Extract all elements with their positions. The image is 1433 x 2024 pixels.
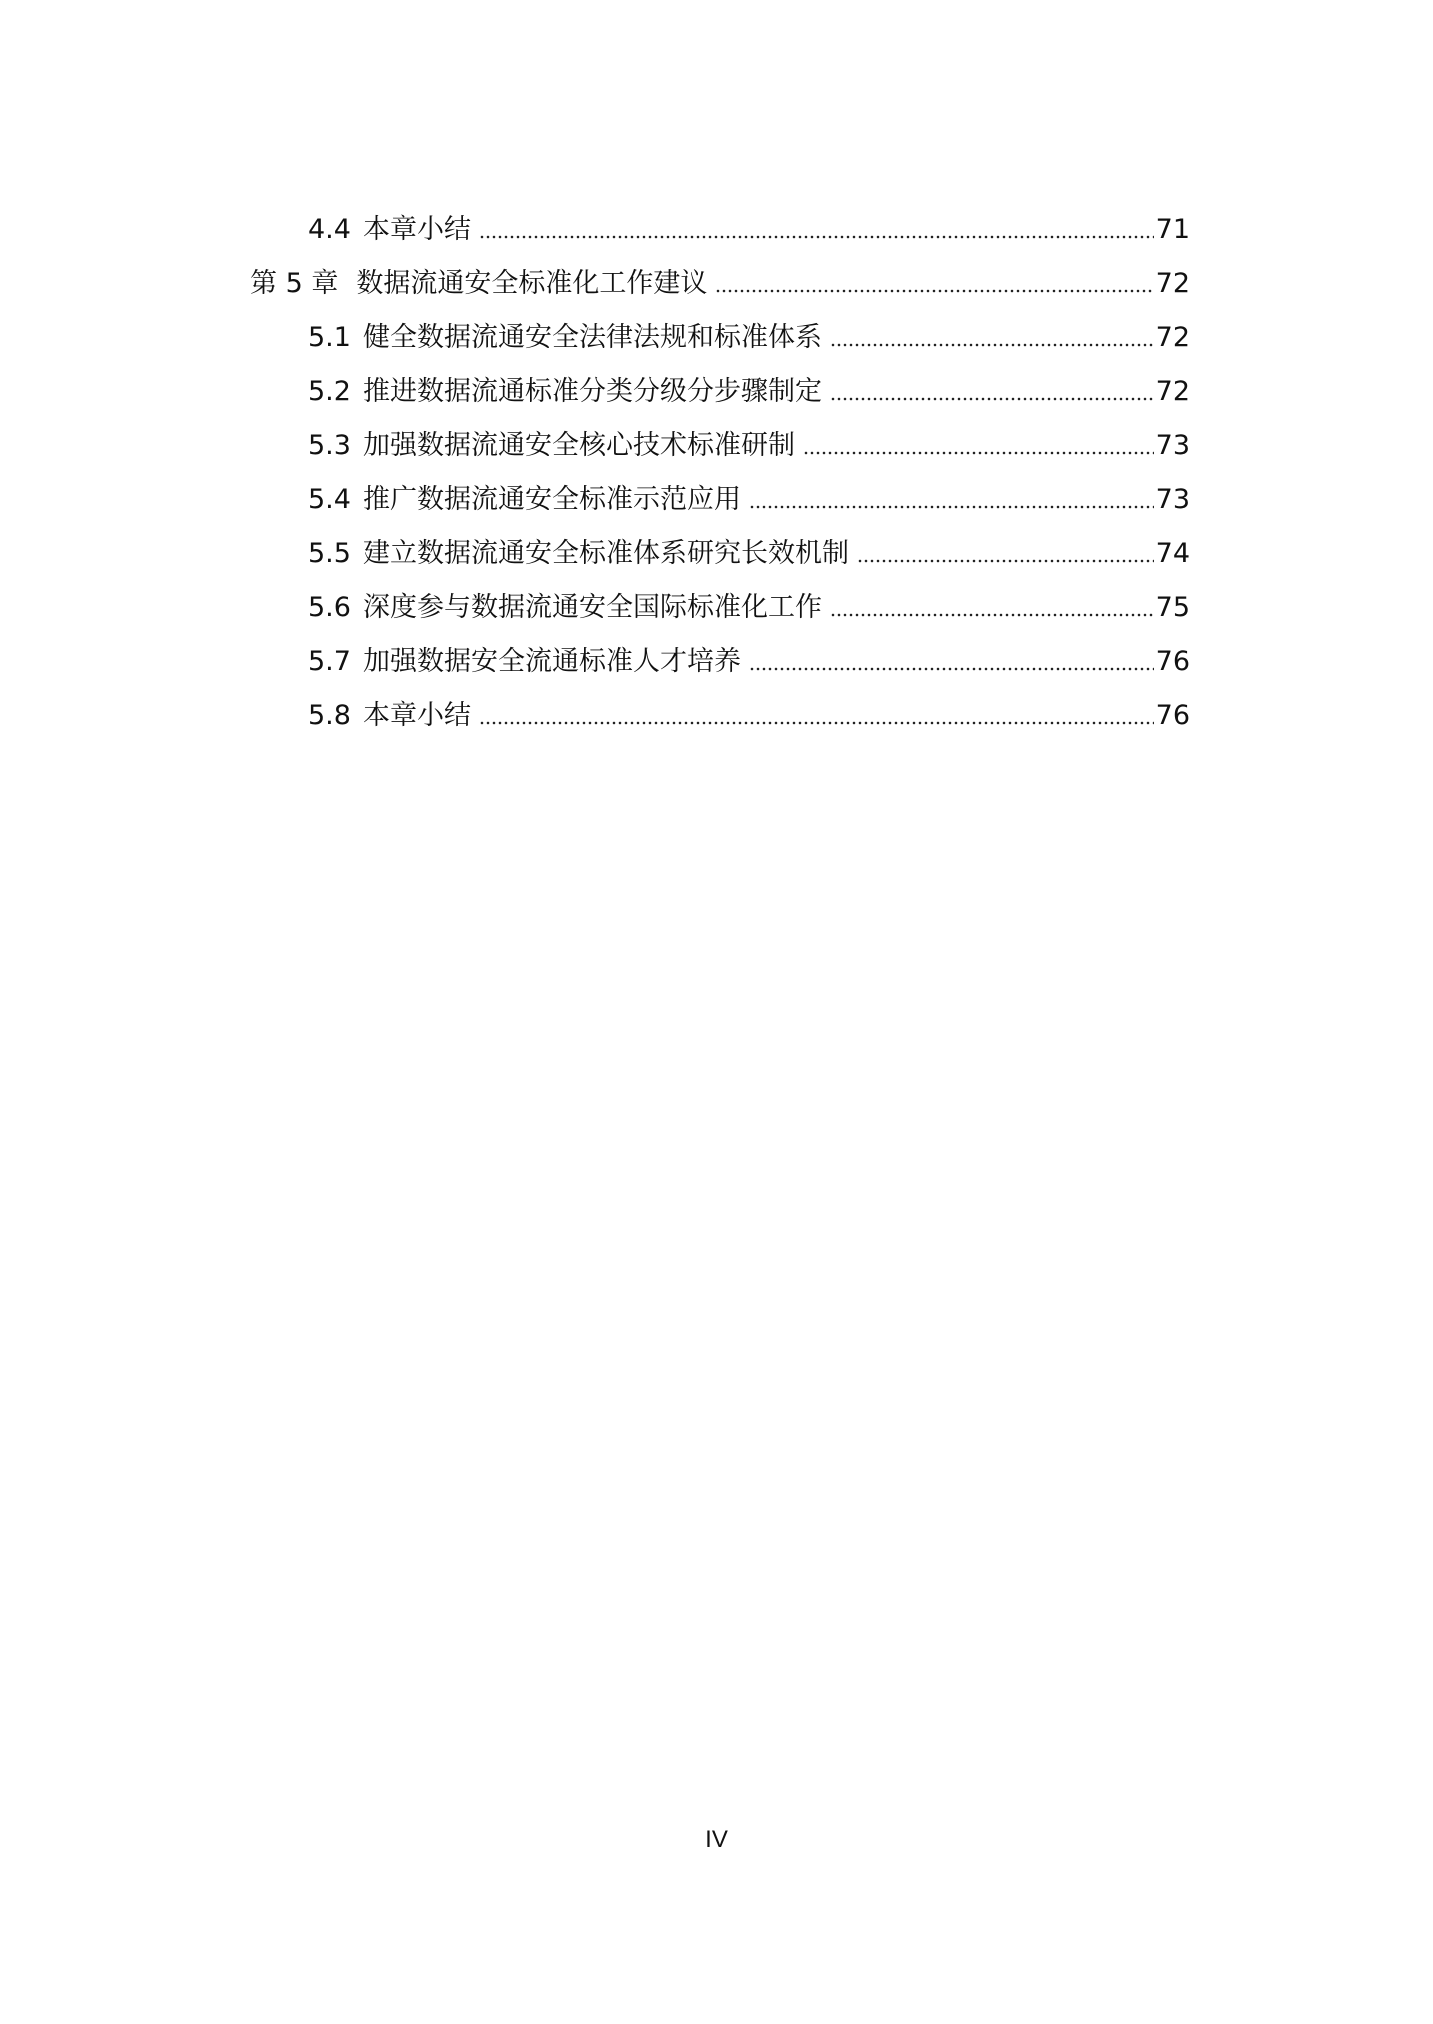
toc-entry-title: 推进数据流通标准分类分级分步骤制定 (363, 376, 822, 407)
toc-dot-leader (749, 666, 1154, 672)
toc-entry-number: 4.4 (308, 214, 351, 245)
toc-entry[interactable] (308, 696, 1190, 736)
toc-entry-number: 5.5 (308, 538, 351, 569)
toc-entry-page: 76 (1155, 646, 1190, 677)
page-number: IV (705, 1826, 728, 1853)
toc-entry[interactable] (308, 642, 1190, 682)
toc-dot-leader (830, 612, 1154, 618)
toc-dot-leader (830, 342, 1154, 348)
toc-entry[interactable] (308, 318, 1190, 358)
toc-entry-page: 73 (1155, 430, 1190, 461)
toc-entry-page: 72 (1155, 268, 1190, 299)
toc-dot-leader (479, 720, 1154, 726)
toc-dot-leader (749, 504, 1154, 510)
toc-dot-leader (715, 288, 1153, 294)
toc-entry-page: 73 (1155, 484, 1190, 515)
toc-dot-leader (479, 234, 1154, 240)
toc-entry-title: 本章小结 (363, 214, 471, 245)
toc-entry[interactable] (308, 372, 1190, 412)
toc-entry-page: 72 (1155, 376, 1190, 407)
toc-entry-title: 建立数据流通安全标准体系研究长效机制 (363, 538, 849, 569)
toc-entry-title: 加强数据安全流通标准人才培养 (363, 646, 741, 677)
toc-entry[interactable] (308, 210, 1190, 250)
toc-entry-number: 5.7 (308, 646, 351, 677)
toc-entry-number: 5.4 (308, 484, 351, 515)
toc-dot-leader (803, 450, 1154, 456)
toc-entry-title: 数据流通安全标准化工作建议 (356, 268, 708, 299)
toc-entry[interactable] (308, 534, 1190, 574)
toc-entry-number: 5.6 (308, 592, 351, 623)
toc-entry[interactable] (308, 426, 1190, 466)
toc-entry-page: 74 (1155, 538, 1190, 569)
toc-dot-leader (857, 558, 1154, 564)
toc-entry-title: 深度参与数据流通安全国际标准化工作 (363, 592, 822, 623)
toc-entry-title: 推广数据流通安全标准示范应用 (363, 484, 741, 515)
toc-entry-number: 5.3 (308, 430, 351, 461)
toc-entry-page: 71 (1155, 214, 1190, 245)
toc-entry-page: 75 (1155, 592, 1190, 623)
toc-entry-page: 72 (1155, 322, 1190, 353)
toc-entry-number: 5.8 (308, 700, 351, 731)
toc-entry-number: 第 5 章 (250, 268, 339, 299)
toc-dot-leader (830, 396, 1154, 402)
toc-entry[interactable] (308, 588, 1190, 628)
toc-entry[interactable] (308, 480, 1190, 520)
toc-entry-number: 5.1 (308, 322, 351, 353)
toc-entry[interactable] (250, 264, 1190, 304)
toc-entry-title: 本章小结 (363, 700, 471, 731)
toc-entry-title: 加强数据流通安全核心技术标准研制 (363, 430, 795, 461)
toc-entry-title: 健全数据流通安全法律法规和标准体系 (363, 322, 822, 353)
toc-entry-number: 5.2 (308, 376, 351, 407)
toc-entry-page: 76 (1155, 700, 1190, 731)
